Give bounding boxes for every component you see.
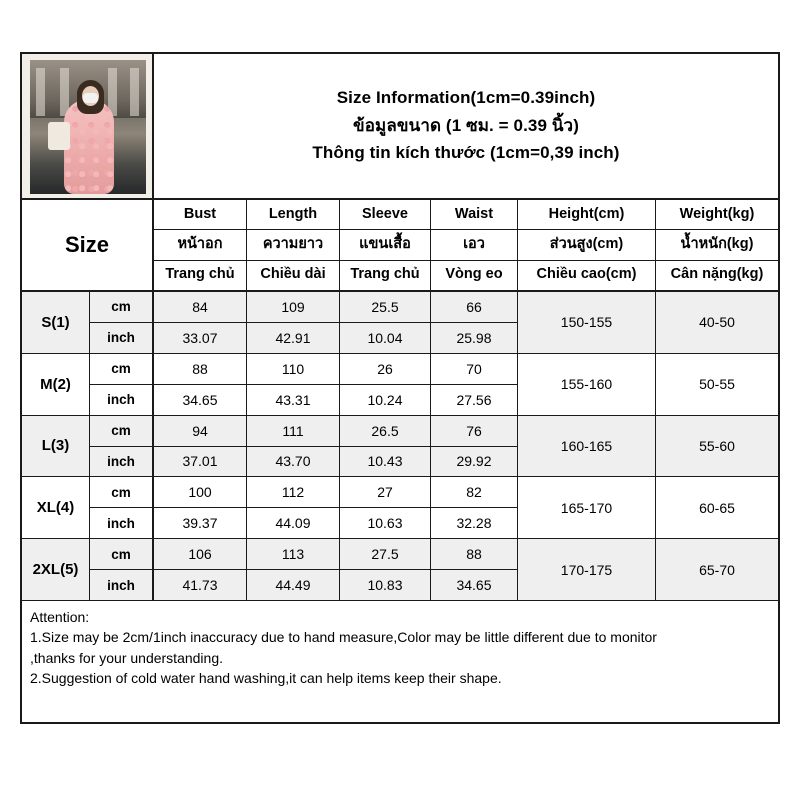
unit-cm: cm (90, 416, 152, 447)
value-waist-cm: 76 (431, 416, 517, 447)
value-bust-cm: 94 (154, 416, 246, 447)
value-weight: 55-60 (699, 437, 735, 454)
attention-line-1: 1.Size may be 2cm/1inch inaccuracy due to hand measure,Color may be little different due to monitor (30, 629, 657, 646)
cell-sleeve (340, 292, 431, 353)
unit-inch: inch (107, 453, 135, 469)
row-units (90, 539, 154, 600)
table-row (22, 292, 778, 354)
cell-waist (431, 539, 518, 600)
column-header-languages (154, 200, 778, 290)
value-length-cm: 113 (247, 539, 339, 570)
header-length-th: ความยาว (247, 230, 340, 259)
title-line-en: Size Information(1cm=0.39inch) (336, 88, 596, 108)
cell-length (247, 292, 340, 353)
value-bust-inch: 37.01 (182, 453, 218, 470)
attention-line-3: 2.Suggestion of cold water hand washing,it can help items keep their shape. (30, 669, 502, 686)
header-waist-en: Waist (431, 200, 518, 229)
value-weight: 50-55 (699, 376, 735, 393)
size-header-cell: Size (22, 200, 154, 290)
photo-column-decor (36, 68, 45, 116)
table-row (22, 354, 778, 416)
cell-length (247, 477, 340, 538)
photo-column-decor (130, 68, 139, 116)
chart-header-band (22, 54, 778, 200)
header-height-vi: Chiều cao(cm) (518, 261, 656, 290)
cell-sleeve (340, 477, 431, 538)
title-line-vi: Thông tin kích thước (1cm=0,39 inch) (312, 143, 620, 163)
unit-cm: cm (90, 539, 152, 570)
value-waist-inch: 32.28 (456, 515, 492, 532)
value-height: 155-160 (518, 354, 656, 415)
cell-bust (154, 477, 247, 538)
column-header-row-th (154, 230, 778, 260)
value-waist-inch: 29.92 (456, 453, 492, 470)
row-size-label: XL(4) (22, 477, 90, 538)
value-waist-inch: 34.65 (456, 577, 492, 594)
value-weight: 65-70 (699, 561, 735, 578)
value-bust-inch: 41.73 (182, 577, 218, 594)
value-sleeve-cm: 26 (340, 354, 430, 385)
table-row (22, 477, 778, 539)
value-length-inch: 44.49 (275, 577, 311, 594)
unit-cm: cm (90, 354, 152, 385)
header-bust-th: หน้าอก (154, 230, 247, 259)
header-length-vi: Chiều dài (247, 261, 340, 290)
photo-handbag (48, 122, 70, 150)
title-line-th: ข้อมูลขนาด (1 ซม. = 0.39 นิ้ว) (353, 115, 579, 135)
value-sleeve-inch: 10.04 (367, 329, 403, 346)
value-length-cm: 109 (247, 292, 339, 323)
cell-waist (431, 292, 518, 353)
value-bust-cm: 106 (154, 539, 246, 570)
value-bust-cm: 84 (154, 292, 246, 323)
photo-face-mask (83, 93, 98, 103)
value-waist-cm: 88 (431, 539, 517, 570)
column-header-row-en (154, 200, 778, 230)
cell-bust (154, 354, 247, 415)
value-length-cm: 111 (247, 416, 339, 447)
cell-waist (431, 477, 518, 538)
value-bust-inch: 33.07 (182, 329, 218, 346)
unit-cm: cm (90, 477, 152, 508)
value-height: 170-175 (518, 539, 656, 600)
unit-inch: inch (107, 392, 135, 408)
unit-cm: cm (90, 292, 152, 323)
attention-block (22, 601, 778, 722)
value-height: 165-170 (518, 477, 656, 538)
value-sleeve-cm: 25.5 (340, 292, 430, 323)
value-waist-inch: 25.98 (456, 329, 492, 346)
value-height: 160-165 (518, 416, 656, 477)
chart-title-block (154, 54, 778, 198)
cell-sleeve (340, 416, 431, 477)
cell-length (247, 539, 340, 600)
value-sleeve-inch: 10.43 (367, 453, 403, 470)
header-length-en: Length (247, 200, 340, 229)
row-units (90, 354, 154, 415)
cell-bust (154, 292, 247, 353)
row-size-label: 2XL(5) (22, 539, 90, 600)
value-bust-cm: 100 (154, 477, 246, 508)
value-waist-cm: 70 (431, 354, 517, 385)
cell-length (247, 416, 340, 477)
row-size-label: M(2) (22, 354, 90, 415)
header-waist-th: เอว (431, 230, 518, 259)
table-row (22, 416, 778, 478)
header-sleeve-en: Sleeve (340, 200, 431, 229)
row-units (90, 477, 154, 538)
value-bust-inch: 34.65 (182, 391, 218, 408)
attention-heading: Attention: (30, 608, 90, 625)
value-bust-cm: 88 (154, 354, 246, 385)
value-sleeve-inch: 10.63 (367, 515, 403, 532)
value-length-inch: 43.31 (275, 391, 311, 408)
value-length-cm: 110 (247, 354, 339, 385)
header-height-th: ส่วนสูง(cm) (518, 230, 656, 259)
header-bust-vi: Trang chủ (154, 261, 247, 290)
cell-length (247, 354, 340, 415)
cell-waist (431, 354, 518, 415)
value-sleeve-inch: 10.24 (367, 391, 403, 408)
unit-inch: inch (107, 577, 135, 593)
cell-sleeve (340, 354, 431, 415)
header-height-en: Height(cm) (518, 200, 656, 229)
row-size-label: S(1) (22, 292, 90, 353)
value-waist-inch: 27.56 (456, 391, 492, 408)
row-units (90, 292, 154, 353)
photo-dress (64, 100, 114, 194)
value-sleeve-cm: 27.5 (340, 539, 430, 570)
value-waist-cm: 82 (431, 477, 517, 508)
value-length-inch: 42.91 (275, 329, 311, 346)
cell-waist (431, 416, 518, 477)
header-weight-vi: Cân nặng(kg) (670, 266, 764, 283)
cell-bust (154, 539, 247, 600)
header-sleeve-vi: Trang chủ (340, 261, 431, 290)
header-bust-en: Bust (154, 200, 247, 229)
value-weight: 40-50 (699, 314, 735, 331)
value-length-inch: 43.70 (275, 453, 311, 470)
value-sleeve-cm: 26.5 (340, 416, 430, 447)
attention-line-2: ,thanks for your understanding. (30, 649, 224, 666)
row-size-label: L(3) (22, 416, 90, 477)
header-waist-vi: Vòng eo (431, 261, 518, 290)
header-sleeve-th: แขนเสื้อ (340, 230, 431, 259)
model-photo-image (30, 60, 146, 194)
row-units (90, 416, 154, 477)
column-header-row-vi (154, 261, 778, 290)
cell-bust (154, 416, 247, 477)
value-sleeve-cm: 27 (340, 477, 430, 508)
value-weight: 60-65 (699, 499, 735, 516)
header-weight-th: น้ำหนัก(kg) (680, 236, 754, 253)
cell-sleeve (340, 539, 431, 600)
value-waist-cm: 66 (431, 292, 517, 323)
table-row (22, 539, 778, 601)
value-sleeve-inch: 10.83 (367, 577, 403, 594)
model-photo-cell (22, 54, 154, 198)
value-bust-inch: 39.37 (182, 515, 218, 532)
value-height: 150-155 (518, 292, 656, 353)
value-length-inch: 44.09 (275, 515, 311, 532)
size-chart-table (20, 52, 780, 724)
value-length-cm: 112 (247, 477, 339, 508)
unit-inch: inch (107, 515, 135, 531)
column-header-band (22, 200, 778, 292)
unit-inch: inch (107, 330, 135, 346)
header-weight-en: Weight(kg) (679, 205, 755, 222)
